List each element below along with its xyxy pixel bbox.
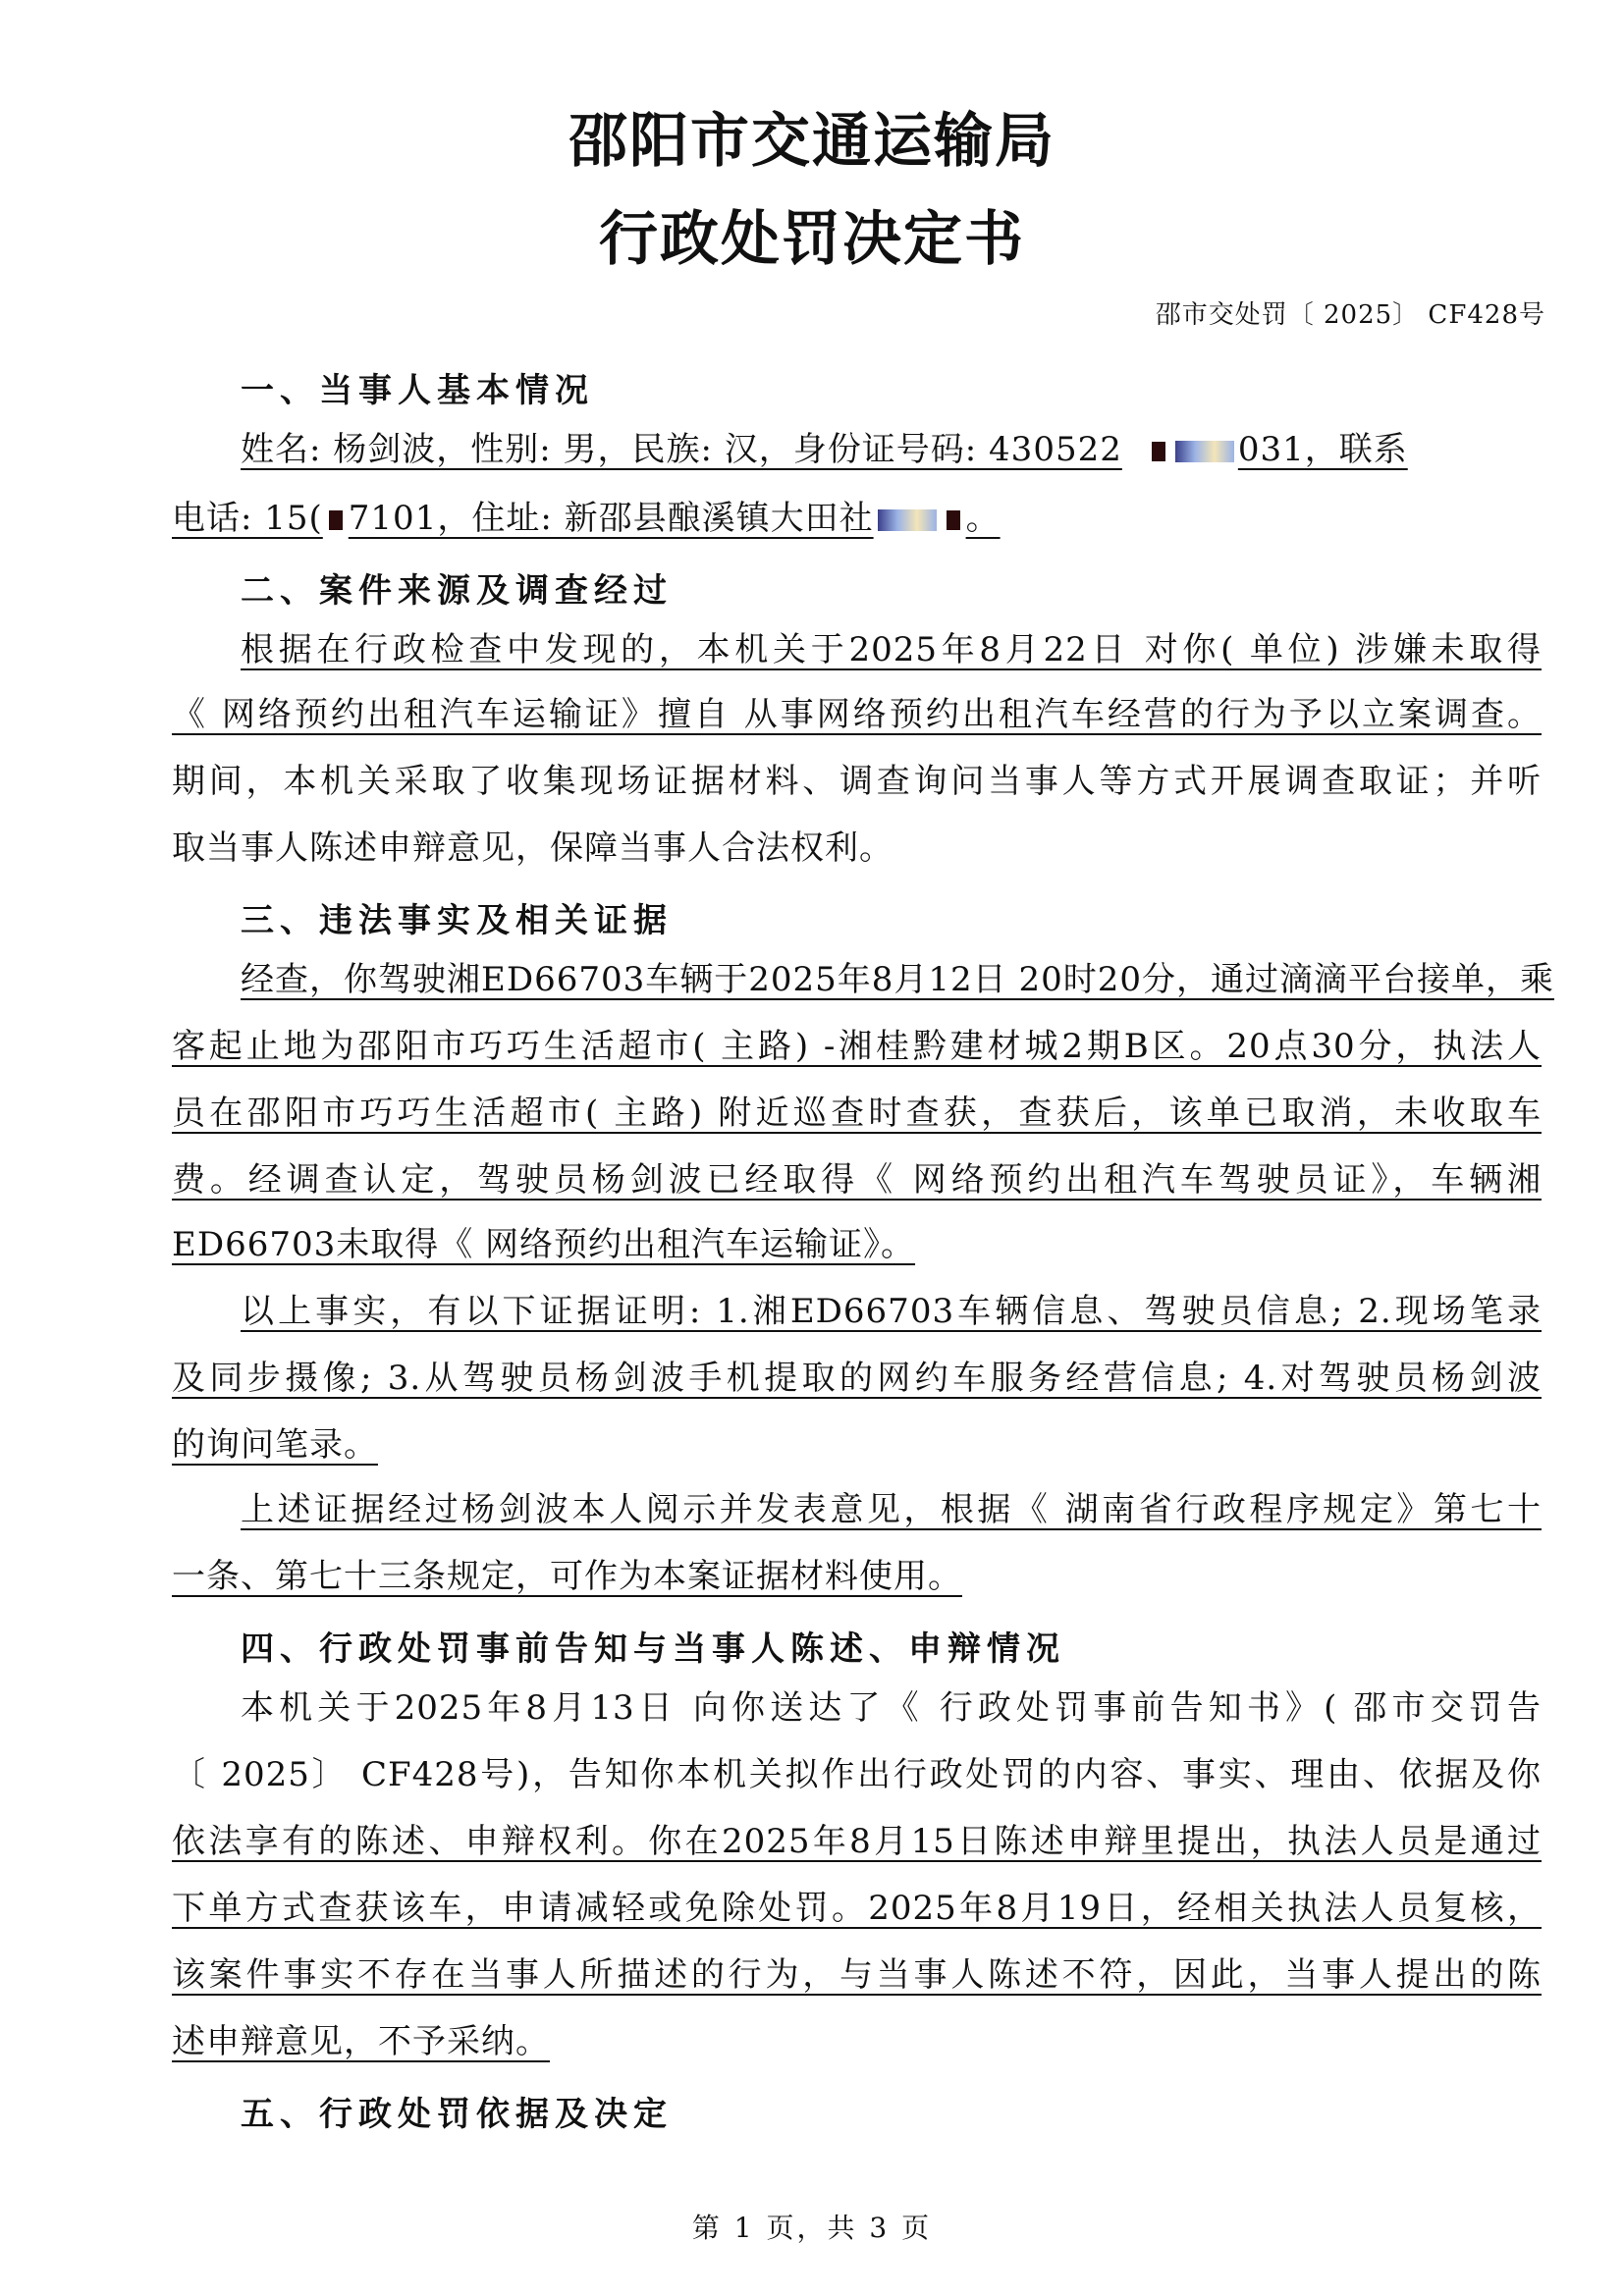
case-source-line: 《 网络预约出租汽车运输证》擅自 从事网络预约出租汽车经营的行为予以立案调查。 [172,695,1542,734]
evidence-line: 上述证据经过杨剑波本人阅示并发表意见，根据《 湖南省行政程序规定》第七十 [241,1490,1542,1529]
notice-line: 下单方式查获该车，申请减轻或免除处罚。2025年8月19日，经相关执法人员复核， [172,1889,1542,1928]
section-1-heading: 一、当事人基本情况 [241,371,594,410]
redaction-block-icon [329,510,343,530]
party-info-text-2c: 。 [965,499,1001,538]
party-info-line-2 [172,497,1542,540]
facts-line: ED66703未取得《 网络预约出租汽车运输证》。 [172,1225,916,1264]
document-number: 邵市交处罚〔 2025〕 CF428号 [1155,300,1545,330]
case-source-line: 期间，本机关采取了收集现场证据材料、调查询问当事人等方式开展调查取证；并听 [172,762,1542,801]
notice-line: 该案件事实不存在当事人所描述的行为，与当事人陈述不符，因此，当事人提出的陈 [172,1955,1542,1995]
redaction-block-icon [947,510,960,530]
redaction-blur-icon [1175,441,1234,462]
notice-line: 依法享有的陈述、申辩权利。你在2025年8月15日陈述申辩里提出，执法人员是通过 [172,1822,1542,1861]
notice-line: 述申辩意见，不予采纳。 [172,2022,550,2061]
party-info-text-2a: 电话: 15( [172,499,323,538]
notice-line: 本机关于2025年8月13日 向你送达了《 行政处罚事前告知书》( 邵市交罚告 [241,1688,1542,1728]
redaction-block-icon [1152,442,1165,461]
party-info-text-1b: 031，联系 [1237,430,1408,469]
section-4-heading: 四、行政处罚事前告知与当事人陈述、申辩情况 [241,1629,1065,1669]
evidence-line: 及同步摄像; 3.从驾驶员杨剑波手机提取的网约车服务经营信息; 4.对驾驶员杨剑波 [172,1359,1542,1398]
facts-line: 员在邵阳市巧巧生活超市( 主路) 附近巡查时查获，查获后，该单已取消，未收取车 [172,1094,1542,1133]
case-source-line: 根据在行政检查中发现的，本机关于2025年8月22日 对你( 单位) 涉嫌未取得 [241,630,1542,669]
evidence-line: 一条、第七十三条规定，可作为本案证据材料使用。 [172,1557,962,1596]
agency-title: 邵阳市交通运输局 [568,107,1056,176]
notice-line: 〔 2025〕 CF428号)，告知你本机关拟作出行政处罚的内容、事实、理由、依据及你 [172,1755,1542,1794]
party-info-line-1 [241,428,1542,471]
section-3-heading: 三、违法事实及相关证据 [241,901,673,940]
evidence-line: 以上事实，有以下证据证明: 1.湘ED66703车辆信息、驾驶员信息; 2.现场笔录 [241,1292,1542,1331]
party-info-text-2b: 7101，住址: 新邵县酿溪镇大田社 [348,499,874,538]
case-source-line: 取当事人陈述申辩意见，保障当事人合法权利。 [172,828,893,868]
document-type-title: 行政处罚决定书 [599,205,1025,274]
facts-line: 客起止地为邵阳市巧巧生活超市( 主路) -湘桂黔建材城2期B区。20点30分，执法人 [172,1027,1542,1066]
page-number: 第 1 页，共 3 页 [691,2212,933,2244]
section-2-heading: 二、案件来源及调查经过 [241,571,673,611]
party-info-text-1a: 姓名: 杨剑波，性别: 男，民族: 汉，身份证号码: 430522 [241,430,1122,469]
redaction-blur-icon [878,509,937,531]
evidence-line: 的询问笔录。 [172,1425,378,1465]
facts-line: 经查，你驾驶湘ED66703车辆于2025年8月12日 20时20分，通过滴滴平台接单，乘 [241,960,1554,999]
section-5-heading: 五、行政处罚依据及决定 [241,2095,673,2134]
facts-line: 费。经调查认定，驾驶员杨剑波已经取得《 网络预约出租汽车驾驶员证》，车辆湘 [172,1160,1542,1200]
